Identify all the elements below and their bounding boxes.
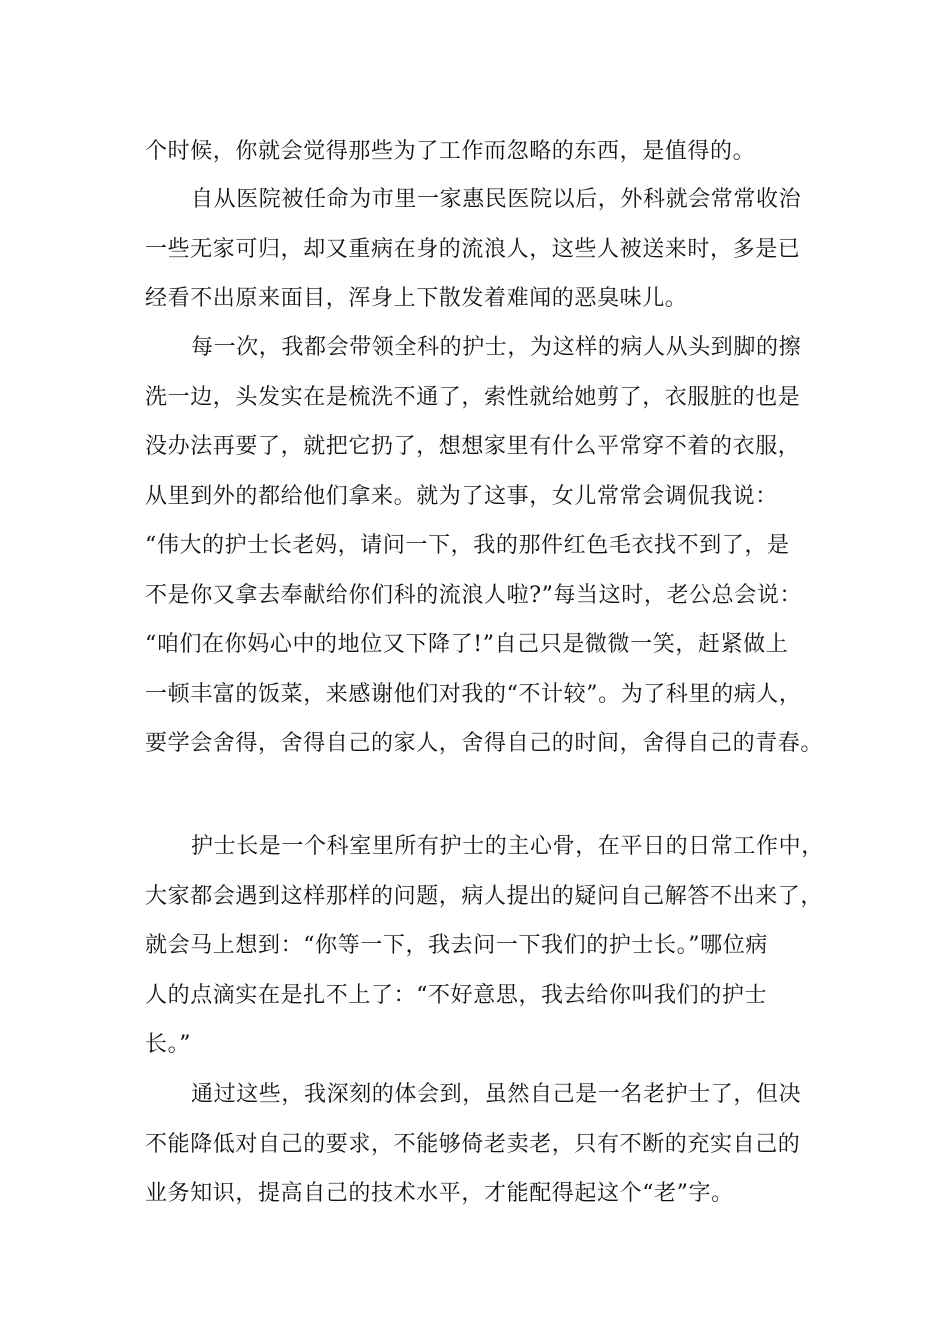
text-line: 没办法再要了，就把它扔了，想想家里有什么平常穿不着的衣服， (145, 434, 801, 459)
text-line: “伟大的护士长老妈，请问一下，我的那件红色毛衣找不到了，是 (145, 533, 790, 558)
text-line: 一顿丰富的饭菜，来感谢他们对我的“不计较”。为了科里的病人， (145, 682, 802, 707)
paragraph-first-line: 自从医院被任命为市里一家惠民医院以后，外科就会常常收治 (191, 187, 802, 212)
text-line: “咱们在你妈心中的地位又下降了!”自己只是微微一笑，赶紧做上 (145, 632, 789, 657)
paragraph-first-line: 护士长是一个科室里所有护士的主心骨，在平日的日常工作中， (191, 834, 824, 859)
paragraph-first-line: 通过这些，我深刻的体会到，虽然自己是一名老护士了，但决 (191, 1082, 802, 1107)
text-line: 个时候，你就会觉得那些为了工作而忽略的东西，是值得的。 (145, 139, 756, 164)
text-line: 业务知识，提高自己的技术水平，才能配得起这个“老”字。 (145, 1181, 734, 1206)
text-line: 要学会舍得，舍得自己的家人，舍得自己的时间，舍得自己的青春。 (145, 731, 824, 756)
text-line: 经看不出原来面目，浑身上下散发着难闻的恶臭味儿。 (145, 286, 688, 311)
text-line: 洗一边，头发实在是梳洗不通了，索性就给她剪了，衣服脏的也是 (145, 385, 801, 410)
text-line: 人的点滴实在是扎不上了：“不好意思，我去给你叫我们的护士 (145, 983, 768, 1008)
text-line: 长。” (145, 1032, 192, 1057)
text-line: 大家都会遇到这样那样的问题，病人提出的疑问自己解答不出来了， (145, 884, 824, 909)
paragraph-first-line: 每一次，我都会带领全科的护士，为这样的病人从头到脚的擦 (191, 335, 802, 360)
text-line: 一些无家可归，却又重病在身的流浪人，这些人被送来时，多是已 (145, 237, 801, 262)
text-line: 不能降低对自己的要求，不能够倚老卖老，只有不断的充实自己的 (145, 1132, 801, 1157)
text-line: 不是你又拿去奉献给你们科的流浪人啦?”每当这时，老公总会说： (145, 583, 803, 608)
text-line: 就会马上想到：“你等一下，我去问一下我们的护士长。”哪位病 (145, 933, 768, 958)
text-line: 从里到外的都给他们拿来。就为了这事，女儿常常会调侃我说： (145, 484, 778, 509)
